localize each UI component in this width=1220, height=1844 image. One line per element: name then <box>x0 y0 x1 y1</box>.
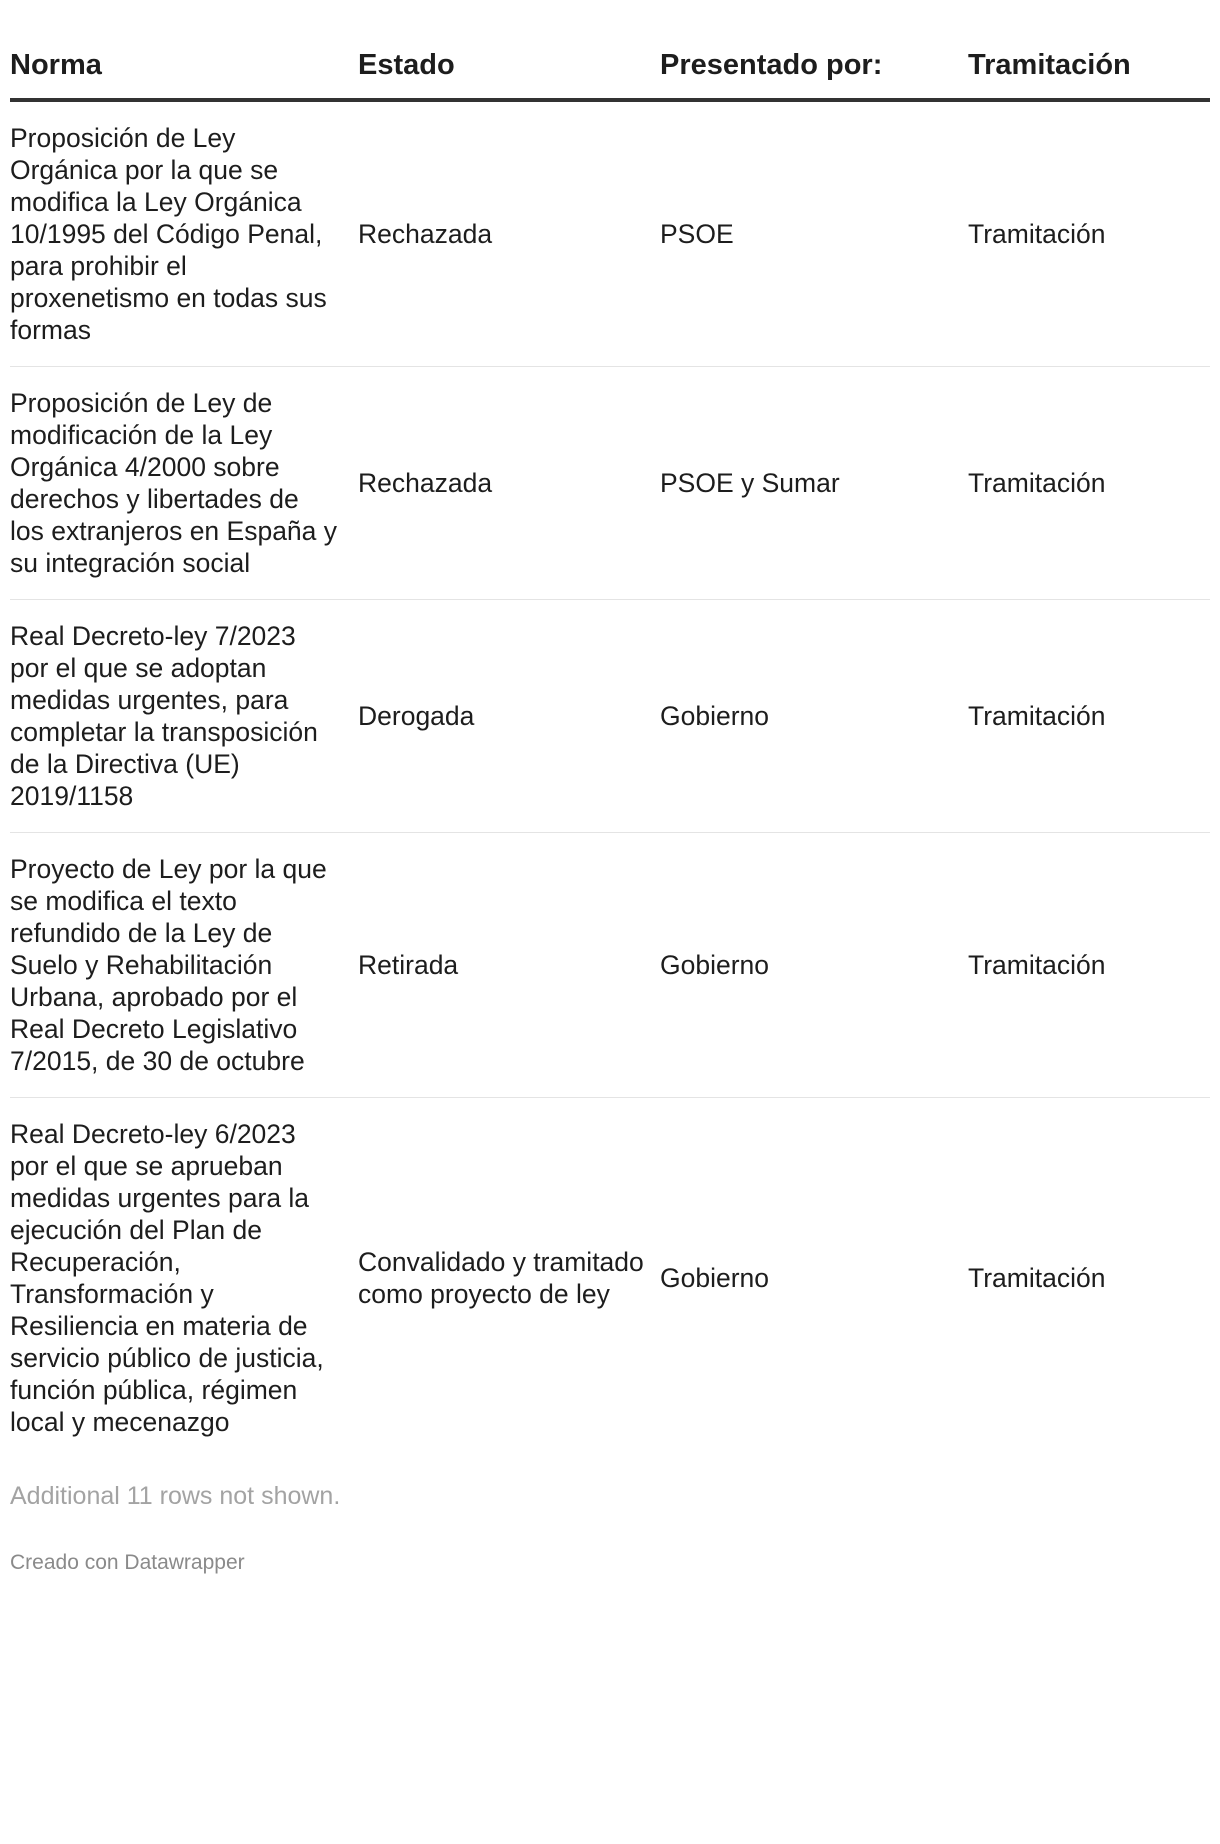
column-header-tramitacion[interactable]: Tramitación <box>968 0 1210 100</box>
column-header-estado[interactable]: Estado <box>358 0 660 100</box>
laws-table <box>10 0 1210 1458</box>
table-header-row <box>10 0 1210 100</box>
cell-estado: Retirada <box>358 833 660 1098</box>
more-rows-note: Additional 11 rows not shown. <box>10 1482 341 1510</box>
cell-estado: Rechazada <box>358 100 660 367</box>
column-header-norma[interactable]: Norma <box>10 0 358 100</box>
cell-presentado: Gobierno <box>660 833 968 1098</box>
cell-norma: Proposición de Ley Orgánica por la que se modifica la Ley Orgánica 10/1995 del Código Penal, para prohibir el proxenetismo en todas sus formas <box>10 100 358 367</box>
cell-presentado: Gobierno <box>660 600 968 833</box>
cell-tramitacion: Tramitación <box>968 833 1210 1098</box>
table-row <box>10 367 1210 600</box>
cell-presentado: Gobierno <box>660 1263 770 1293</box>
cell-estado: Rechazada <box>358 367 660 600</box>
cell-estado: Convalidado y tramitado como proyecto de ley <box>358 1247 644 1309</box>
cell-presentado: PSOE <box>660 100 968 367</box>
cell-norma: Real Decreto-ley 6/2023 por el que se aprueban medidas urgentes para la ejecución del Plan de Recuperación, Transformación y Resiliencia en materia de servicio público de justicia, función pública, régimen local y mecenazgo <box>10 1119 324 1437</box>
cell-tramitacion: Tramitación <box>968 100 1210 367</box>
cell-norma: Proposición de Ley de modificación de la Ley Orgánica 4/2000 sobre derechos y libertades de los extranjeros en España y su integración social <box>10 367 358 600</box>
table-row <box>10 833 1210 1098</box>
cell-norma: Real Decreto-ley 7/2023 por el que se adoptan medidas urgentes, para completar la transposición de la Directiva (UE) 2019/1158 <box>10 600 358 833</box>
table-row <box>10 1098 1210 1459</box>
table-row <box>10 100 1210 367</box>
cell-tramitacion: Tramitación <box>968 1263 1106 1293</box>
table-container <box>10 0 1210 1575</box>
cell-norma: Proyecto de Ley por la que se modifica el texto refundido de la Ley de Suelo y Rehabilitación Urbana, aprobado por el Real Decreto Legislativo 7/2015, de 30 de octubre <box>10 833 358 1098</box>
datawrapper-credit[interactable]: Creado con Datawrapper <box>10 1551 245 1574</box>
cell-presentado: PSOE y Sumar <box>660 367 968 600</box>
table-row <box>10 600 1210 833</box>
cell-tramitacion: Tramitación <box>968 600 1210 833</box>
cell-tramitacion: Tramitación <box>968 367 1210 600</box>
column-header-presentado[interactable]: Presentado por: <box>660 0 968 100</box>
cell-estado: Derogada <box>358 600 660 833</box>
